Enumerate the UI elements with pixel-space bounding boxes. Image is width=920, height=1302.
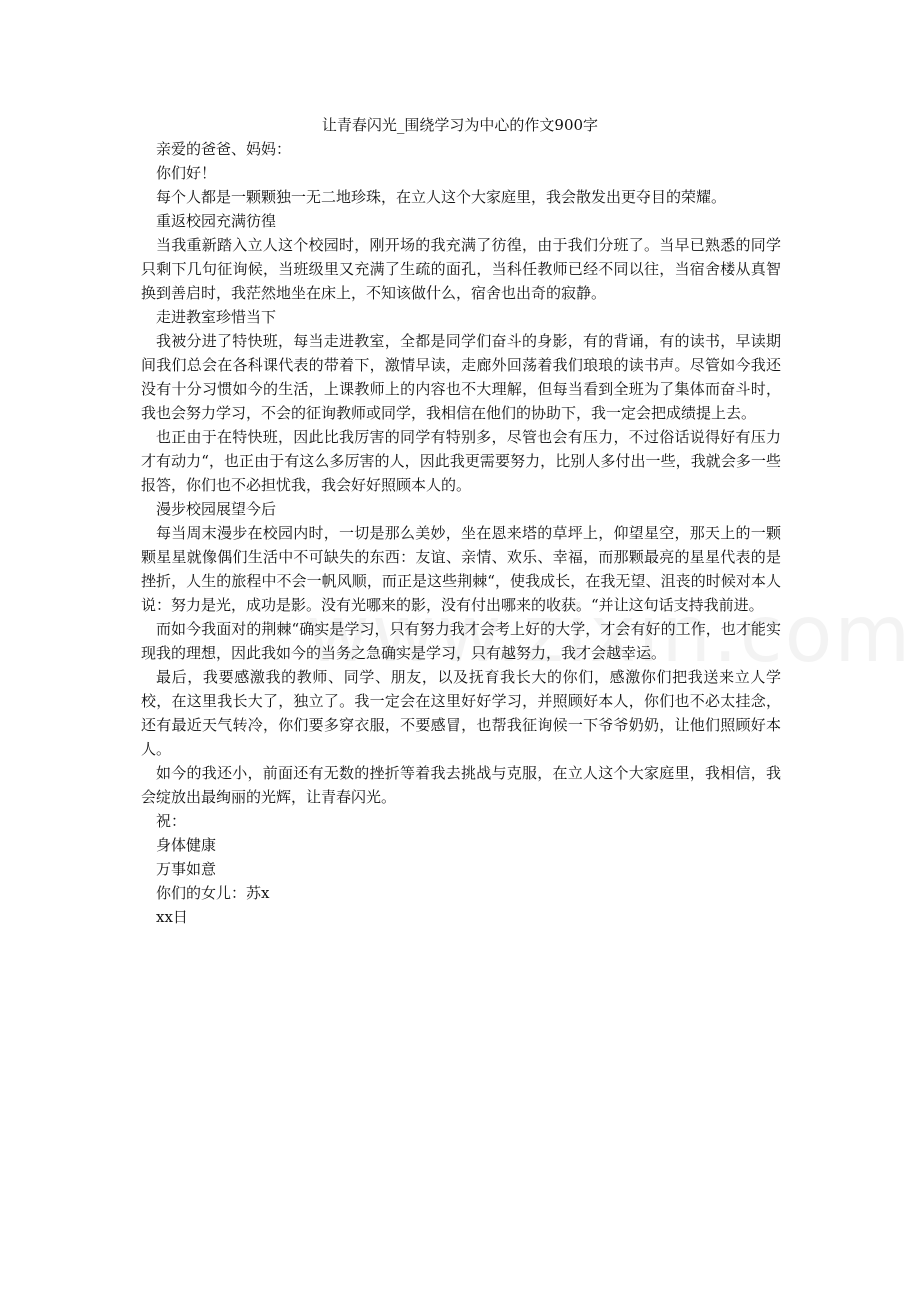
paragraph-6: 最后，我要感激我的教师、同学、朋友，以及抚育我长大的你们，感激你们把我送来立人学校，在这里我长大了，独立了。我一定会在这里好好学习，并照顾好本人，你们也不必太挂念，还有最近天气转冷，你们要多穿衣服，不要感冒，也帮我征询候一下爷爷奶奶，让他们照顾好本人。 bbox=[141, 668, 781, 758]
section-heading-1: 重返校园充满彷徨 bbox=[156, 212, 277, 230]
signature: 你们的女儿：苏x bbox=[156, 884, 270, 902]
wish-line-2: 万事如意 bbox=[156, 860, 217, 878]
paragraph-7: 如今的我还小，前面还有无数的挫折等着我去挑战与克服，在立人这个大家庭里，我相信，我会绽放出最绚丽的光辉，让青春闪光。 bbox=[141, 764, 781, 806]
intro-line: 每个人都是一颗颗独一无二地珍珠，在立人这个大家庭里，我会散发出更夺目的荣耀。 bbox=[156, 188, 727, 206]
paragraph-5: 而如今我面对的荆棘“确实是学习，只有努力我才会考上好的大学，才会有好的工作，也才能实现我的理想，因此我如今的当务之急确实是学习，只有越努力，我才会越幸运。 bbox=[141, 620, 781, 662]
date: xx日 bbox=[156, 908, 188, 926]
section-heading-2: 走进教室珍惜当下 bbox=[156, 308, 277, 326]
salutation: 亲爱的爸爸、妈妈： bbox=[156, 140, 292, 158]
section-heading-3: 漫步校园展望今后 bbox=[156, 500, 277, 518]
greeting: 你们好！ bbox=[156, 164, 217, 182]
closing-wish: 祝： bbox=[156, 812, 187, 830]
paragraph-1: 当我重新踏入立人这个校园时，刚开场的我充满了彷徨，由于我们分班了。当早已熟悉的同学只剩下几句征询候，当班级里又充满了生疏的面孔，当科任教师已经不同以往，当宿舍楼从真智换到善启时，我茫然地坐在床上，不知该做什么，宿舍也出奇的寂静。 bbox=[141, 236, 781, 302]
document-title: 让青春闪光_围绕学习为中心的作文900字 bbox=[321, 116, 599, 134]
document-body bbox=[141, 137, 781, 929]
paragraph-4: 每当周末漫步在校园内时，一切是那么美妙，坐在恩来塔的草坪上，仰望星空，那天上的一颗颗星星就像偶们生活中不可缺失的东西：友谊、亲情、欢乐、幸福，而那颗最亮的星星代表的是挫折，人生的旅程中不会一帆风顺，而正是这些荆棘“，使我成长，在我无望、沮丧的时候对本人说：努力是光，成功是影。没有光哪来的影，没有付出哪来的收获。“并让这句话支持我前进。 bbox=[141, 524, 781, 614]
paragraph-2: 我被分进了特快班，每当走进教室，全都是同学们奋斗的身影，有的背诵，有的读书，早读期间我们总会在各科课代表的带着下，激情早读，走廊外回荡着我们琅琅的读书声。尽管如今我还没有十分习惯如今的生活，上课教师上的内容也不大理解，但每当看到全班为了集体而奋斗时，我也会努力学习，不会的征询教师或同学，我相信在他们的协助下，我一定会把成绩提上去。 bbox=[141, 332, 781, 422]
paragraph-3: 也正由于在特快班，因此比我厉害的同学有特别多，尽管也会有压力，不过俗话说得好有压力才有动力“，也正由于有这么多厉害的人，因此我更需要努力，比别人多付出一些，我就会多一些报答，你们也不必担忧我，我会好好照顾本人的。 bbox=[141, 428, 781, 494]
wish-line-1: 身体健康 bbox=[156, 836, 217, 854]
